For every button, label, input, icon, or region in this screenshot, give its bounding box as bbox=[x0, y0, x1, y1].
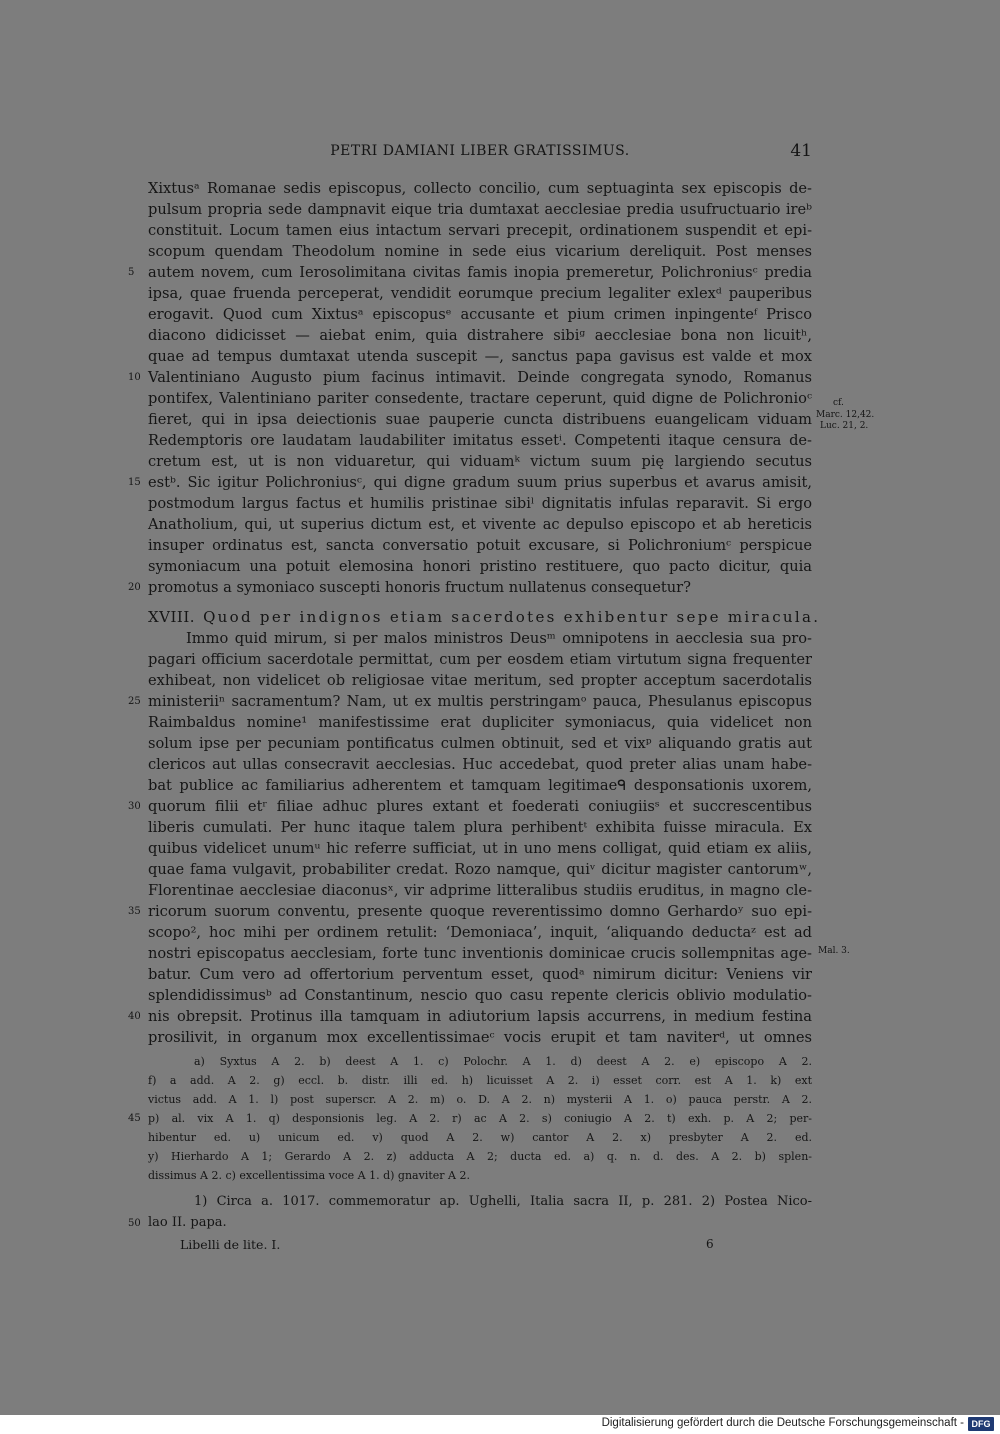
line-number: 25 bbox=[128, 696, 141, 707]
text-line: Valentiniano Augusto pium facinus intimavit. Deinde congregata synodo, Romanus bbox=[148, 369, 812, 386]
text-line: ministeriiⁿ sacramentum? Nam, ut ex multis perstringamᵒ pauca, Phesulanus episcopus bbox=[148, 693, 812, 710]
sheet-number: 6 bbox=[706, 1237, 714, 1251]
text-line: liberis cumulati. Per hunc itaque talem plura perhibentᵗ exhibita fuisse miracula. Ex bbox=[148, 819, 812, 836]
text-line: solum ipse per pecuniam pontificatus culmen obtinuit, sed et vixᵖ aliquando gratis aut bbox=[148, 735, 812, 752]
text-line: Redemptoris ore laudatam laudabiliter imitatus essetⁱ. Competenti itaque censura de- bbox=[148, 432, 812, 449]
text-line: clericos aut ullas consecravit aecclesias. Huc accedebat, quod preter alias unam habe- bbox=[148, 756, 812, 773]
text-line: scopum quendam Theodolum nomine in sede eius vicarium dereliquit. Post menses bbox=[148, 243, 812, 260]
text-line: pulsum propria sede dampnavit eique tria dumtaxat aecclesiae predia usufructuario ireᵇ bbox=[148, 201, 812, 218]
variant-line: a) Syxtus A 2. b) deest A 1. c) Polochr. A 1. d) deest A 2. e) episcopo A 2. bbox=[194, 1055, 812, 1068]
text-line: splendidissimusᵇ ad Constantinum, nescio quo casu repente clericis oblivio modulatio- bbox=[148, 987, 812, 1004]
text-line: prosilivit, in organum mox excellentissimaeᶜ vocis erupit et tam naviterᵈ, ut omnes bbox=[148, 1029, 812, 1046]
running-title: PETRI DAMIANI LIBER GRATISSIMUS. bbox=[330, 143, 630, 159]
text-line: ipsa, quae fruenda perceperat, vendidit eorumque precium legaliter exlexᵈ pauperibus bbox=[148, 285, 812, 302]
text-line: quibus videlicet unumᵘ hic referre sufficiat, ut in uno mens colligat, quid etiam ex aliis, bbox=[148, 840, 812, 857]
line-number: 10 bbox=[128, 372, 141, 383]
text-line: insuper ordinatus est, sancta conversatio potuit excusare, si Polichroniumᶜ perspicue bbox=[148, 537, 812, 554]
text-line: Florentinae aecclesiae diaconusˣ, vir adprime litteralibus studiis eruditus, in magno cle- bbox=[148, 882, 812, 899]
text-line: pontifex, Valentiniano pariter consedente, tractare ceperunt, quid digne de Polichronioᶜ bbox=[148, 390, 812, 407]
line-number: 45 bbox=[128, 1113, 141, 1124]
text-line: Anatholium, qui, ut superius dictum est, et vivente ac depulso episcopo et ab hereticis bbox=[148, 516, 812, 533]
text-line: estᵇ. Sic igitur Polichroniusᶜ, qui digne gradum suum prius superbus et avarus amisit, bbox=[148, 474, 812, 491]
text-line: batur. Cum vero ad offertorium perventum esset, quodᵃ nimirum dicitur: Veniens vir bbox=[148, 966, 812, 983]
line-number: 50 bbox=[128, 1218, 141, 1229]
footer-credit: Digitalisierung gefördert durch die Deutsche Forschungsgemeinschaft - bbox=[601, 1417, 964, 1429]
chapter-title: Quod per indignos etiam sacerdotes exhibentur sepe miracula. bbox=[203, 608, 821, 626]
text-line: ricorum suorum conventu, presente quoque reverentissimo domno Gerhardoʸ suo epi- bbox=[148, 903, 812, 920]
digitization-footer bbox=[0, 1415, 1000, 1434]
line-number: 15 bbox=[128, 477, 141, 488]
text-line: exhibeat, non videlicet ob religiosae vitae meritum, sed propter acceptum sacerdotalis bbox=[148, 672, 812, 689]
line-number: 40 bbox=[128, 1011, 141, 1022]
text-line: bat publice ac familiarius adherentem et tamquam legitimaeᑫ desponsationis uxorem, bbox=[148, 777, 812, 794]
text-line: quorum filii etʳ filiae adhuc plures extant et foederati coniugiisˢ et succrescentibus bbox=[148, 798, 812, 815]
text-line: pagari officium sacerdotale permittat, cum per eosdem etiam virtutum signa frequenter bbox=[148, 651, 812, 668]
text-line: Raimbaldus nomine¹ manifestissime erat dupliciter symoniacus, quia videlicet non bbox=[148, 714, 812, 731]
text-line: nostri episcopatus aecclesiam, forte tunc inventionis dominicae crucis sollempnitas age- bbox=[148, 945, 812, 962]
text-line: autem novem, cum Ierosolimitana civitas famis inopia premeretur, Polichroniusᶜ predia bbox=[148, 264, 812, 281]
chapter-number: XVIII. bbox=[148, 608, 196, 626]
text-line: scopo², hoc mihi per ordinem retulit: ‘Demoniaca’, inquit, ‘aliquando deductaᶻ est ad bbox=[148, 924, 812, 941]
line-number: 20 bbox=[128, 582, 141, 593]
margin-reference: cf. bbox=[833, 398, 844, 408]
signature-mark: Libelli de lite. I. bbox=[180, 1237, 281, 1252]
text-line: cretum est, ut is non viduaretur, qui viduamᵏ victum suum pię largiendo secutus bbox=[148, 453, 812, 470]
variant-line: f) a add. A 2. g) eccl. b. distr. illi ed. h) licuisset A 2. i) esset corr. est A 1. k) ext bbox=[148, 1074, 812, 1087]
page-number: 41 bbox=[790, 141, 812, 161]
variant-line: hibentur ed. u) unicum ed. v) quod A 2. w) cantor A 2. x) presbyter A 2. ed. bbox=[148, 1131, 812, 1144]
text-line: Immo quid mirum, si per malos ministros Deusᵐ omnipotens in aecclesia sua pro- bbox=[186, 630, 812, 647]
page-header bbox=[148, 143, 812, 165]
line-number: 30 bbox=[128, 801, 141, 812]
margin-reference: Marc. 12,42. bbox=[816, 410, 875, 420]
line-number: 5 bbox=[128, 267, 135, 278]
variant-line: victus add. A 1. l) post superscr. A 2. m) o. D. A 2. n) mysterii A 1. o) pauca perstr. A 2. bbox=[148, 1093, 812, 1106]
text-line: quae ad tempus dumtaxat utenda suscepit —, sanctus papa gavisus est valde et mox bbox=[148, 348, 812, 365]
dfg-logo-icon: DFG bbox=[968, 1417, 994, 1431]
variant-line: y) Hierhardo A 1; Gerardo A 2. z) adducta A 2; ducta ed. a) q. n. d. des. A 2. b) splen- bbox=[148, 1150, 812, 1163]
citation-line: lao II. papa. bbox=[148, 1215, 227, 1230]
text-line: diacono didicisset — aiebat enim, quia distrahere sibiᵍ aecclesiae bona non licuitʰ, bbox=[148, 327, 812, 344]
text-line: Xixtusᵃ Romanae sedis episcopus, collecto concilio, cum septuaginta sex episcopis de- bbox=[148, 180, 812, 197]
variant-line: dissimus A 2. c) excellentissima voce A 1. d) gnaviter A 2. bbox=[148, 1169, 470, 1182]
text-line: erogavit. Quod cum Xixtusᵃ episcopusᵉ accusante et pium crimen inpingenteᶠ Prisco bbox=[148, 306, 812, 323]
text-line: fieret, qui in ipsa deiectionis suae pauperie cuncta distribuens euangelicam viduam bbox=[148, 411, 812, 428]
text-line: nis obrepsit. Protinus illa tamquam in adiutorium lapsis accurrens, in medium festina bbox=[148, 1008, 812, 1025]
text-line: postmodum largus factus et humilis pristinae sibiˡ dignitatis infulas reparavit. Si ergo bbox=[148, 495, 812, 512]
variant-line: p) al. vix A 1. q) desponsionis leg. A 2. r) ac A 2. s) coniugio A 2. t) exh. p. A 2; per- bbox=[148, 1112, 812, 1125]
text-line: promotus a symoniaco suscepti honoris fructum nullatenus consequetur? bbox=[148, 579, 691, 596]
citation-line: 1) Circa a. 1017. commemoratur ap. Ughelli, Italia sacra II, p. 281. 2) Postea Nico- bbox=[194, 1194, 812, 1209]
text-line: symoniacum una potuit elemosina honori pristino restituere, quo pacto dicitur, quia bbox=[148, 558, 812, 575]
text-line: quae fama vulgavit, probabiliter credat. Rozo namque, quiᵛ dicitur magister cantorumʷ, bbox=[148, 861, 812, 878]
margin-reference: Mal. 3. bbox=[818, 946, 850, 956]
line-number: 35 bbox=[128, 906, 141, 917]
text-line: constituit. Locum tamen eius intactum servari precepit, ordinationem suspendit et epi- bbox=[148, 222, 812, 239]
margin-reference: Luc. 21, 2. bbox=[820, 421, 869, 431]
chapter-heading bbox=[148, 605, 821, 629]
